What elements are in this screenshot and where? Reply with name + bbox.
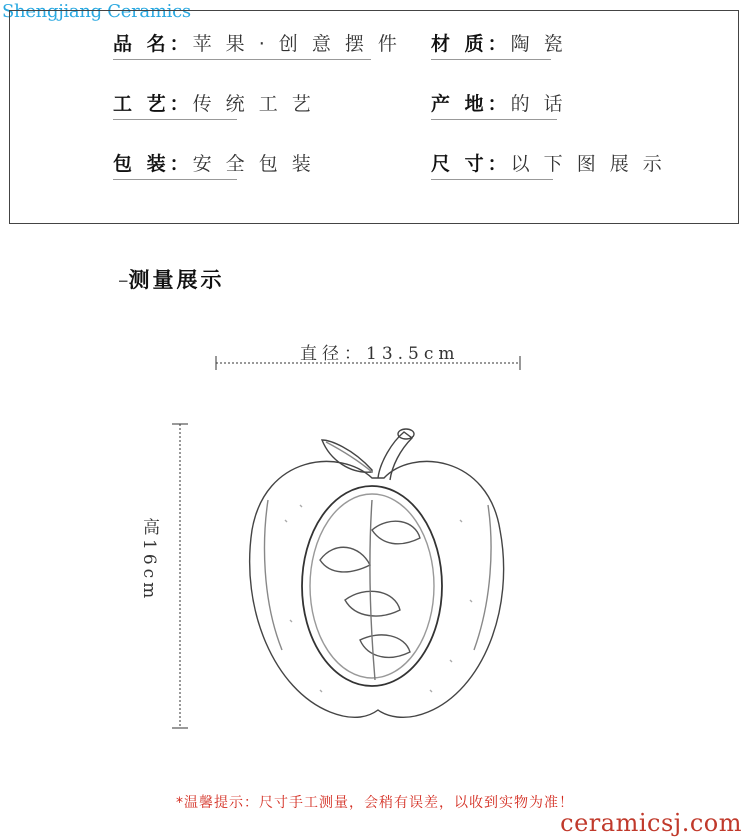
spec-material-label: 材 质： — [431, 33, 511, 55]
diameter-label: 直径：13.5cm — [300, 344, 460, 364]
spec-package-label: 包 装： — [113, 153, 193, 175]
spec-package-value: 安 全 包 装 — [192, 153, 315, 175]
section-title-text: 测量展示 — [128, 268, 225, 292]
height-label: 高16cm — [139, 518, 159, 603]
section-dash: – — [118, 268, 129, 292]
apple-sketch — [250, 429, 504, 717]
height-dimension-line — [172, 424, 188, 728]
spec-origin-value: 的 话 — [510, 93, 567, 115]
spec-size-value: 以 下 图 展 示 — [510, 153, 666, 175]
spec-material-value: 陶 瓷 — [510, 33, 567, 55]
spec-size-label: 尺 寸： — [431, 153, 511, 175]
watermark-top: Shengjiang Ceramics — [2, 1, 191, 22]
spec-name-value: 苹 果 · 创 意 摆 件 — [192, 33, 401, 55]
spec-craft-value: 传 统 工 艺 — [192, 93, 315, 115]
spec-name-label: 品 名： — [113, 33, 193, 55]
diameter-dimension-line — [216, 356, 520, 370]
watermark-bottom: ceramicsj.com — [560, 809, 742, 837]
spec-craft-label: 工 艺： — [113, 93, 193, 115]
spec-origin-label: 产 地： — [431, 93, 511, 115]
measurement-note: *温馨提示：尺寸手工测量，会稍有误差，以收到实物为准！ — [176, 795, 574, 811]
